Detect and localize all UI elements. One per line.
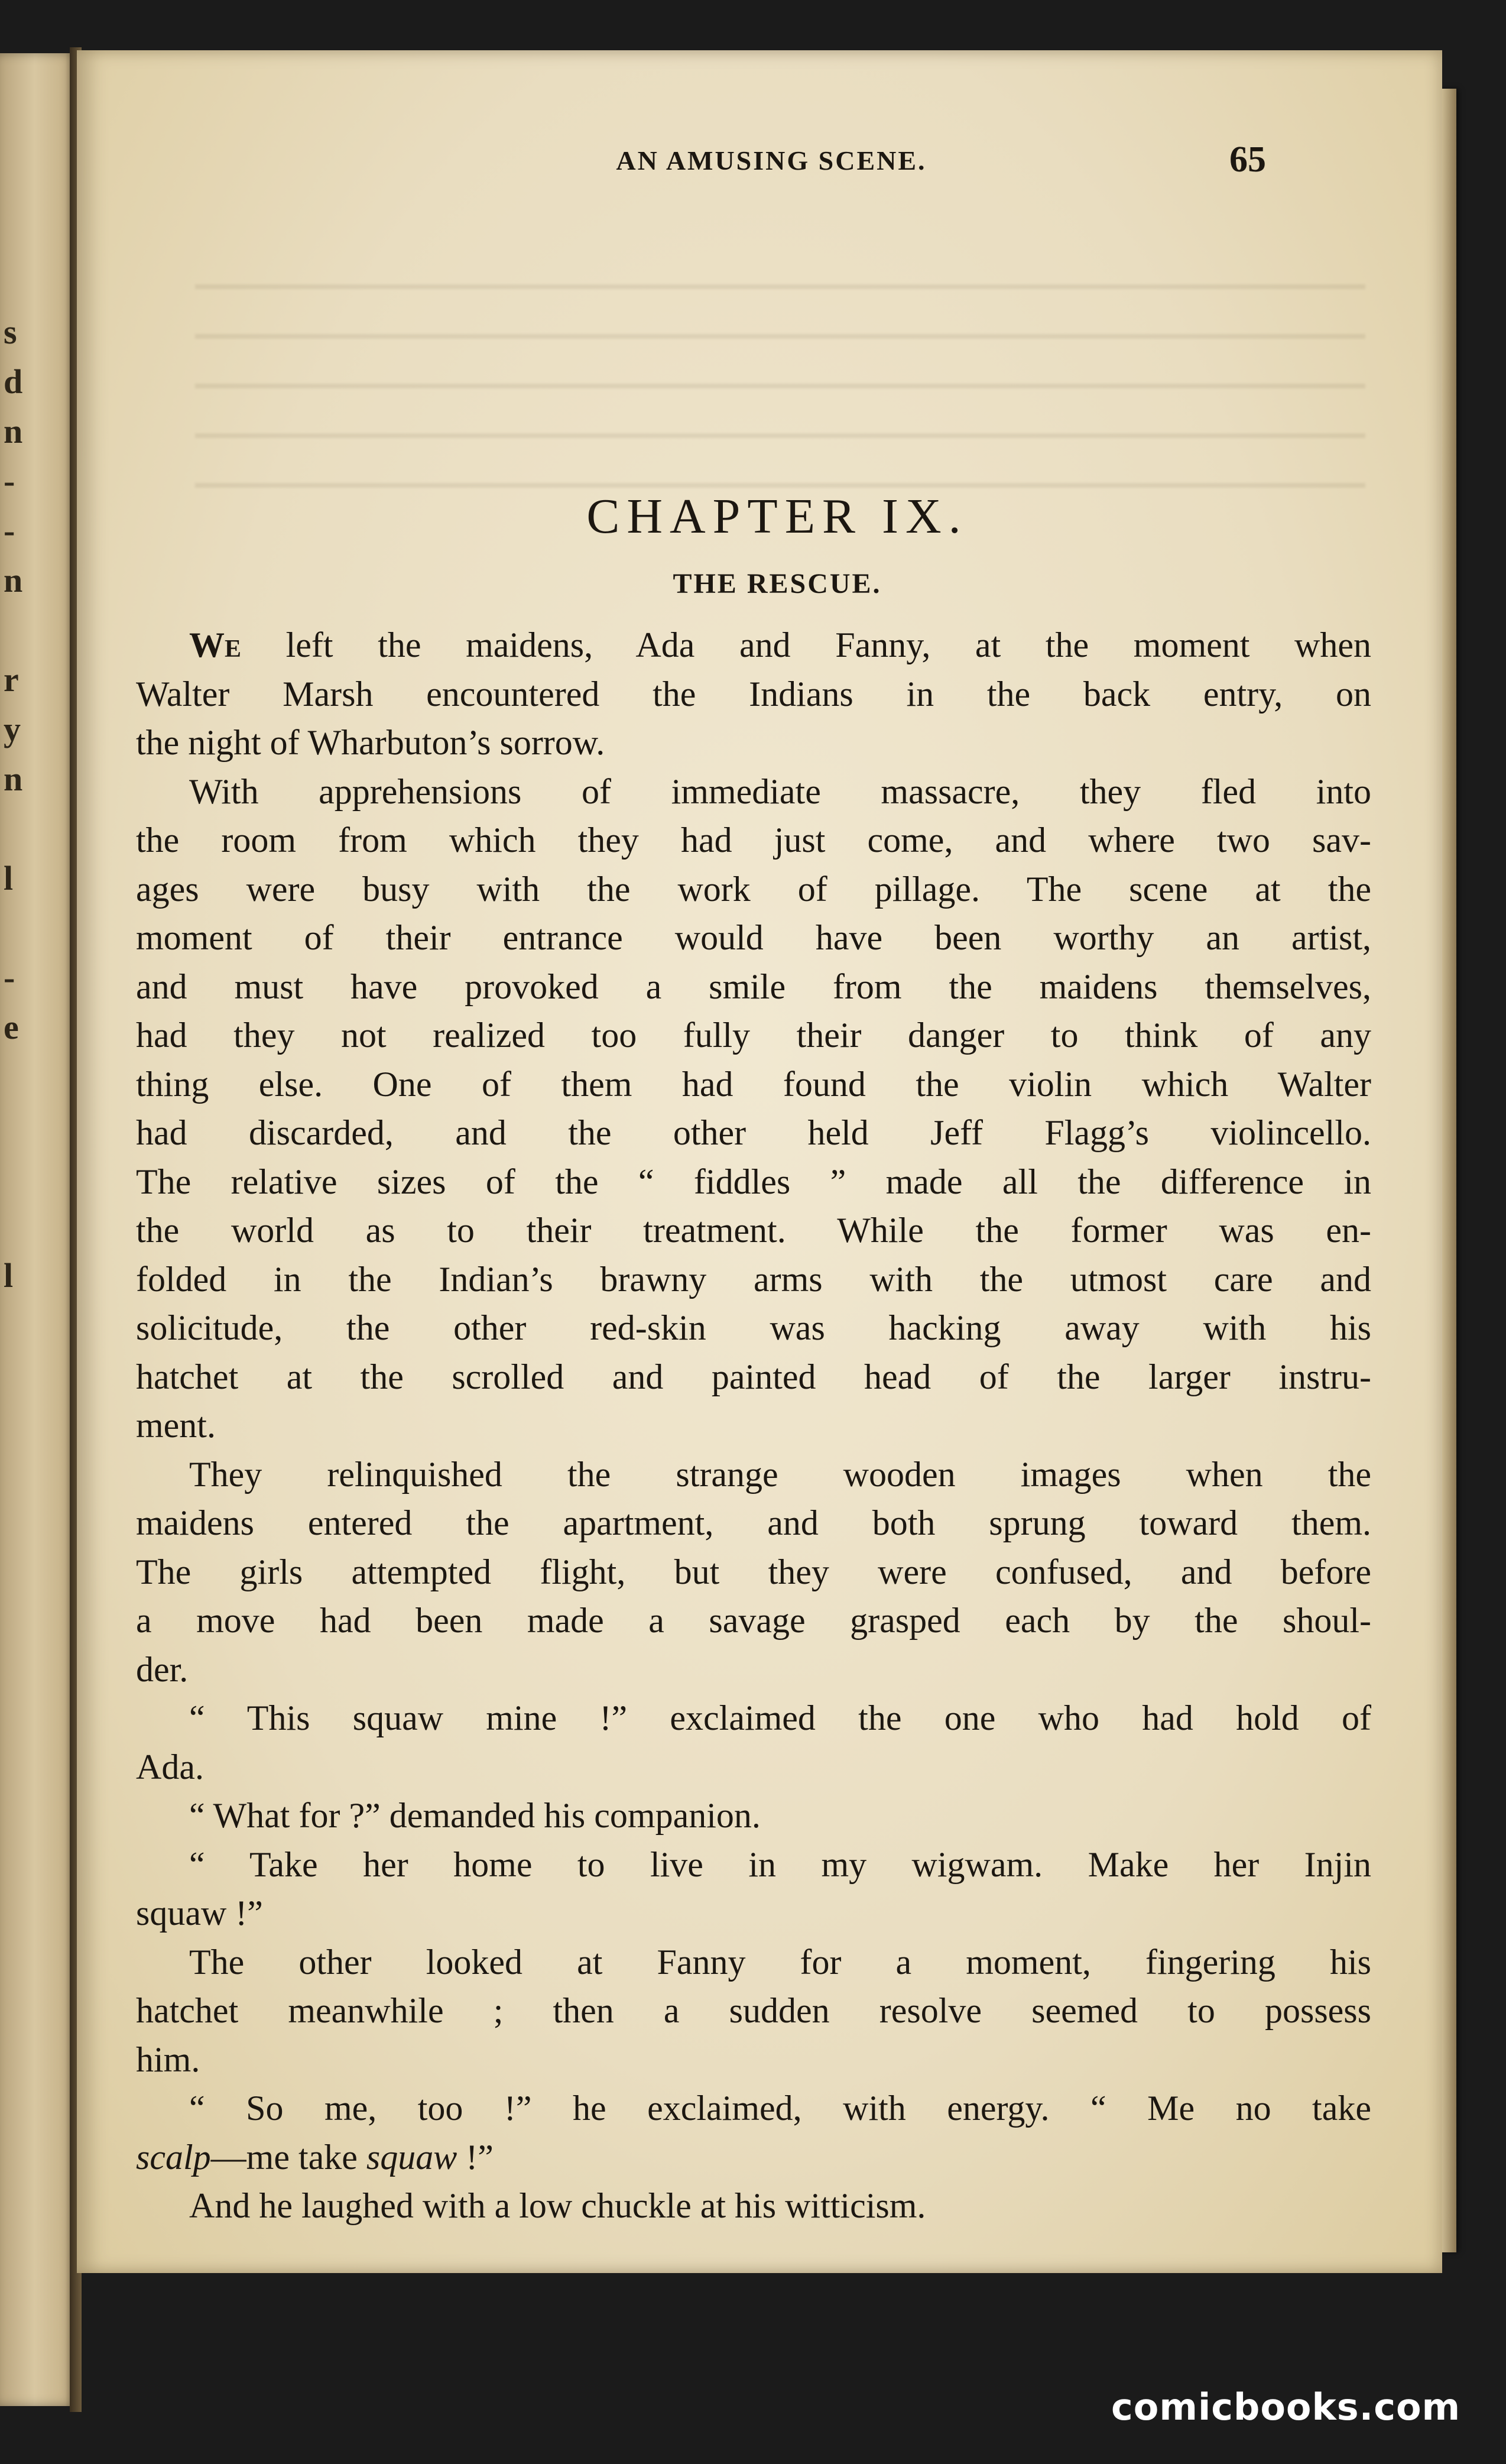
text-line: The girls attempted flight, but they were confused, and before <box>136 1552 1371 1591</box>
text-line: ages were busy with the work of pillage. The scene at the <box>136 869 1371 909</box>
facing-page-fragment: s <box>4 313 17 351</box>
line-rest: left the maidens, Ada and Fanny, at the moment when <box>241 625 1371 664</box>
facing-page-fragment: y <box>4 710 21 748</box>
facing-page-fragment: - <box>4 958 15 997</box>
body-text <box>136 621 1371 2230</box>
facing-page-fragment: r <box>4 660 19 699</box>
text-line: moment of their entrance would have been worthy an artist, <box>136 918 1371 957</box>
facing-page-fragment: l <box>4 1256 14 1295</box>
text-line: a move had been made a savage grasped each by the shoul- <box>136 1601 1371 1640</box>
text-line: folded in the Indian’s brawny arms with the utmost care and <box>136 1259 1371 1299</box>
text-line: squaw !” <box>136 1894 263 1933</box>
facing-page-fragment: n <box>4 561 23 599</box>
text-line: They relinquished the strange wooden images when the <box>189 1454 1371 1494</box>
chapter-title: CHAPTER IX. <box>586 489 968 544</box>
text-line <box>136 621 1371 670</box>
site-watermark: comicbooks.com <box>1111 2385 1461 2429</box>
facing-page-edge <box>0 53 77 2406</box>
book-page <box>77 50 1442 2273</box>
facing-page-fragment <box>4 1201 69 1251</box>
text-line: And he laughed with a low chuckle at his witticism. <box>189 2186 926 2225</box>
text-line <box>136 2133 1371 2182</box>
text-line: The other looked at Fanny for a moment, fingering his <box>189 1942 1371 1982</box>
facing-page-fragment <box>4 1052 69 1102</box>
text-line: the room from which they had just come, and where two sav- <box>136 821 1371 860</box>
text-line: hatchet meanwhile ; then a sudden resolve seemed to possess <box>136 1991 1371 2030</box>
text-line: hatchet at the scrolled and painted head of the larger instru- <box>136 1357 1371 1396</box>
text-line: ment. <box>136 1406 216 1445</box>
text-line: and must have provoked a smile from the maidens themselves, <box>136 967 1371 1006</box>
facing-page-fragment <box>4 1152 69 1201</box>
text-line: “ Take her home to live in my wigwam. Make her Injin <box>189 1844 1371 1884</box>
facing-page-fragment: d <box>4 362 23 401</box>
text-line: the world as to their treatment. While the former was en- <box>136 1211 1371 1250</box>
text-line: Ada. <box>136 1747 204 1787</box>
text-line: had they not realized too fully their danger to think of any <box>136 1016 1371 1055</box>
text-line: Walter Marsh encountered the Indians in the back entry, on <box>136 674 1371 714</box>
facing-page-fragments <box>4 307 69 1301</box>
facing-page-fragment <box>4 903 69 953</box>
facing-page-fragment: l <box>4 859 14 897</box>
chapter-subtitle: THE RESCUE. <box>673 568 882 599</box>
facing-page-fragment: - <box>4 462 15 500</box>
show-through-text <box>195 263 1365 511</box>
facing-page-fragment <box>4 605 69 655</box>
page-number: 65 <box>1229 140 1266 180</box>
text-line: the night of Wharbuton’s sorrow. <box>136 723 605 762</box>
drop-word: We <box>189 625 242 664</box>
line-rest: —me take <box>210 2137 366 2177</box>
text-line: him. <box>136 2040 200 2079</box>
line-rest: !” <box>457 2137 494 2177</box>
running-head: AN AMUSING SCENE. <box>616 145 927 176</box>
text-line: had discarded, and the other held Jeff Flagg’s violincello. <box>136 1113 1371 1152</box>
italic-word: scalp <box>136 2137 211 2177</box>
text-line: The relative sizes of the “ fiddles ” made all the difference in <box>136 1162 1371 1201</box>
text-line: der. <box>136 1649 189 1689</box>
text-line: solicitude, the other red-skin was hacking away with his <box>136 1308 1371 1347</box>
facing-page-fragment: e <box>4 1008 19 1046</box>
italic-word: squaw <box>366 2137 457 2177</box>
text-line: “ What for ?” demanded his companion. <box>189 1796 761 1835</box>
facing-page-fragment <box>4 804 69 854</box>
facing-page-fragment <box>4 1102 69 1152</box>
text-line: “ So me, too !” he exclaimed, with energy. “ Me no take <box>189 2089 1371 2128</box>
facing-page-fragment: - <box>4 511 15 550</box>
text-line: maidens entered the apartment, and both sprung toward them. <box>136 1503 1371 1542</box>
text-line: With apprehensions of immediate massacre, they fled into <box>189 771 1371 811</box>
text-line: “ This squaw mine !” exclaimed the one who had hold of <box>189 1698 1371 1737</box>
facing-page-fragment: n <box>4 412 23 450</box>
text-line: thing else. One of them had found the violin which Walter <box>136 1064 1371 1104</box>
facing-page-fragment: n <box>4 760 23 798</box>
